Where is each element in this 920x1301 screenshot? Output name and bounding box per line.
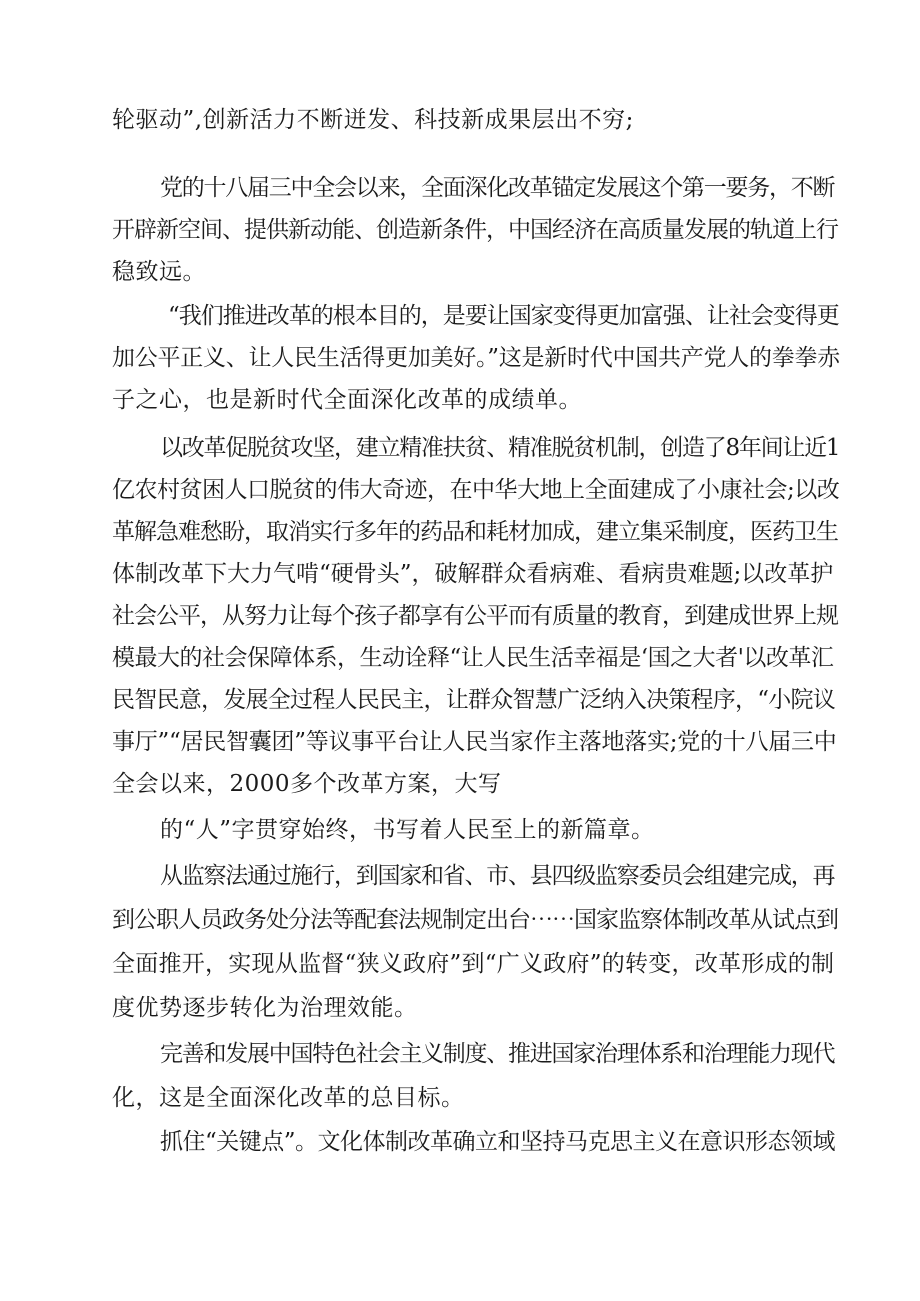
text-line: 亿农村贫困人口脱贫的伟大奇迹，在中华大地上全面建成了小康社会;以改 [112,477,840,503]
text-line: 全面推开，实现从监督“狭义政府”到“广义政府”的转变，改革形成的制 [112,951,835,977]
text-line: 党的十八届三中全会以来，全面深化改革锚定发展这个第一要务，不断 [160,175,835,201]
text-line: 化，这是全面深化改革的总目标。 [112,1085,465,1111]
text-line: 加公平正义、让人民生活得更加美好。”这是新时代中国共产党人的拳拳赤 [112,345,841,371]
text-line: 的“人”字贯穿始终，书写着人民至上的新篇章。 [160,817,655,843]
text-line: 开辟新空间、提供新动能、创造新条件，中国经济在高质量发展的轨道上行 [112,217,838,243]
text-line: 抓住“关键点”。文化体制改革确立和坚持马克思主义在意识形态领域 [160,1129,836,1155]
text-line: 到公职人员政务处分法等配套法规制定出台⋯⋯国家监察体制改革从试点到 [112,907,838,933]
text-line: 体制改革下大力气啃“硬骨头”，破解群众看病难、看病贵难题;以改革护 [112,561,834,587]
text-line: 事厅”“居民智囊团”等议事平台让人民当家作主落地落实;党的十八届三中 [112,729,837,755]
text-line: 子之心，也是新时代全面深化改革的成绩单。 [112,387,582,413]
text-line: 稳致远。 [112,259,206,285]
text-line: 度优势逐步转化为治理效能。 [112,995,418,1021]
text-line: “我们推进改革的根本目的，是要让国家变得更加富强、让社会变得更 [168,303,839,329]
text-line: 模最大的社会保障体系，生动诠释“让人民生活幸福是‘国之大者'以改革汇 [112,645,834,671]
text-line: 全会以来，2000多个改革方案，大写 [112,771,502,797]
text-line: 民智民意，发展全过程人民民主，让群众智慧广泛纳入决策程序，“小院议 [112,687,836,713]
text-line: 社会公平，从努力让每个孩子都享有公平而有质量的教育，到建成世界上规 [112,603,838,629]
text-line: 从监察法通过施行，到国家和省、市、县四级监察委员会组建完成，再 [160,863,835,889]
text-line: 完善和发展中国特色社会主义制度、推进国家治理体系和治理能力现代 [160,1041,835,1067]
text-line: 以改革促脱贫攻坚，建立精准扶贫、精准脱贫机制，创造了8年间让近1 [160,435,840,461]
text-line: 轮驱动”,创新活力不断迸发、科技新成果层出不穷; [112,107,634,133]
text-line: 革解急难愁盼，取消实行多年的药品和耗材加成，建立集采制度，医药卫生 [112,519,838,545]
